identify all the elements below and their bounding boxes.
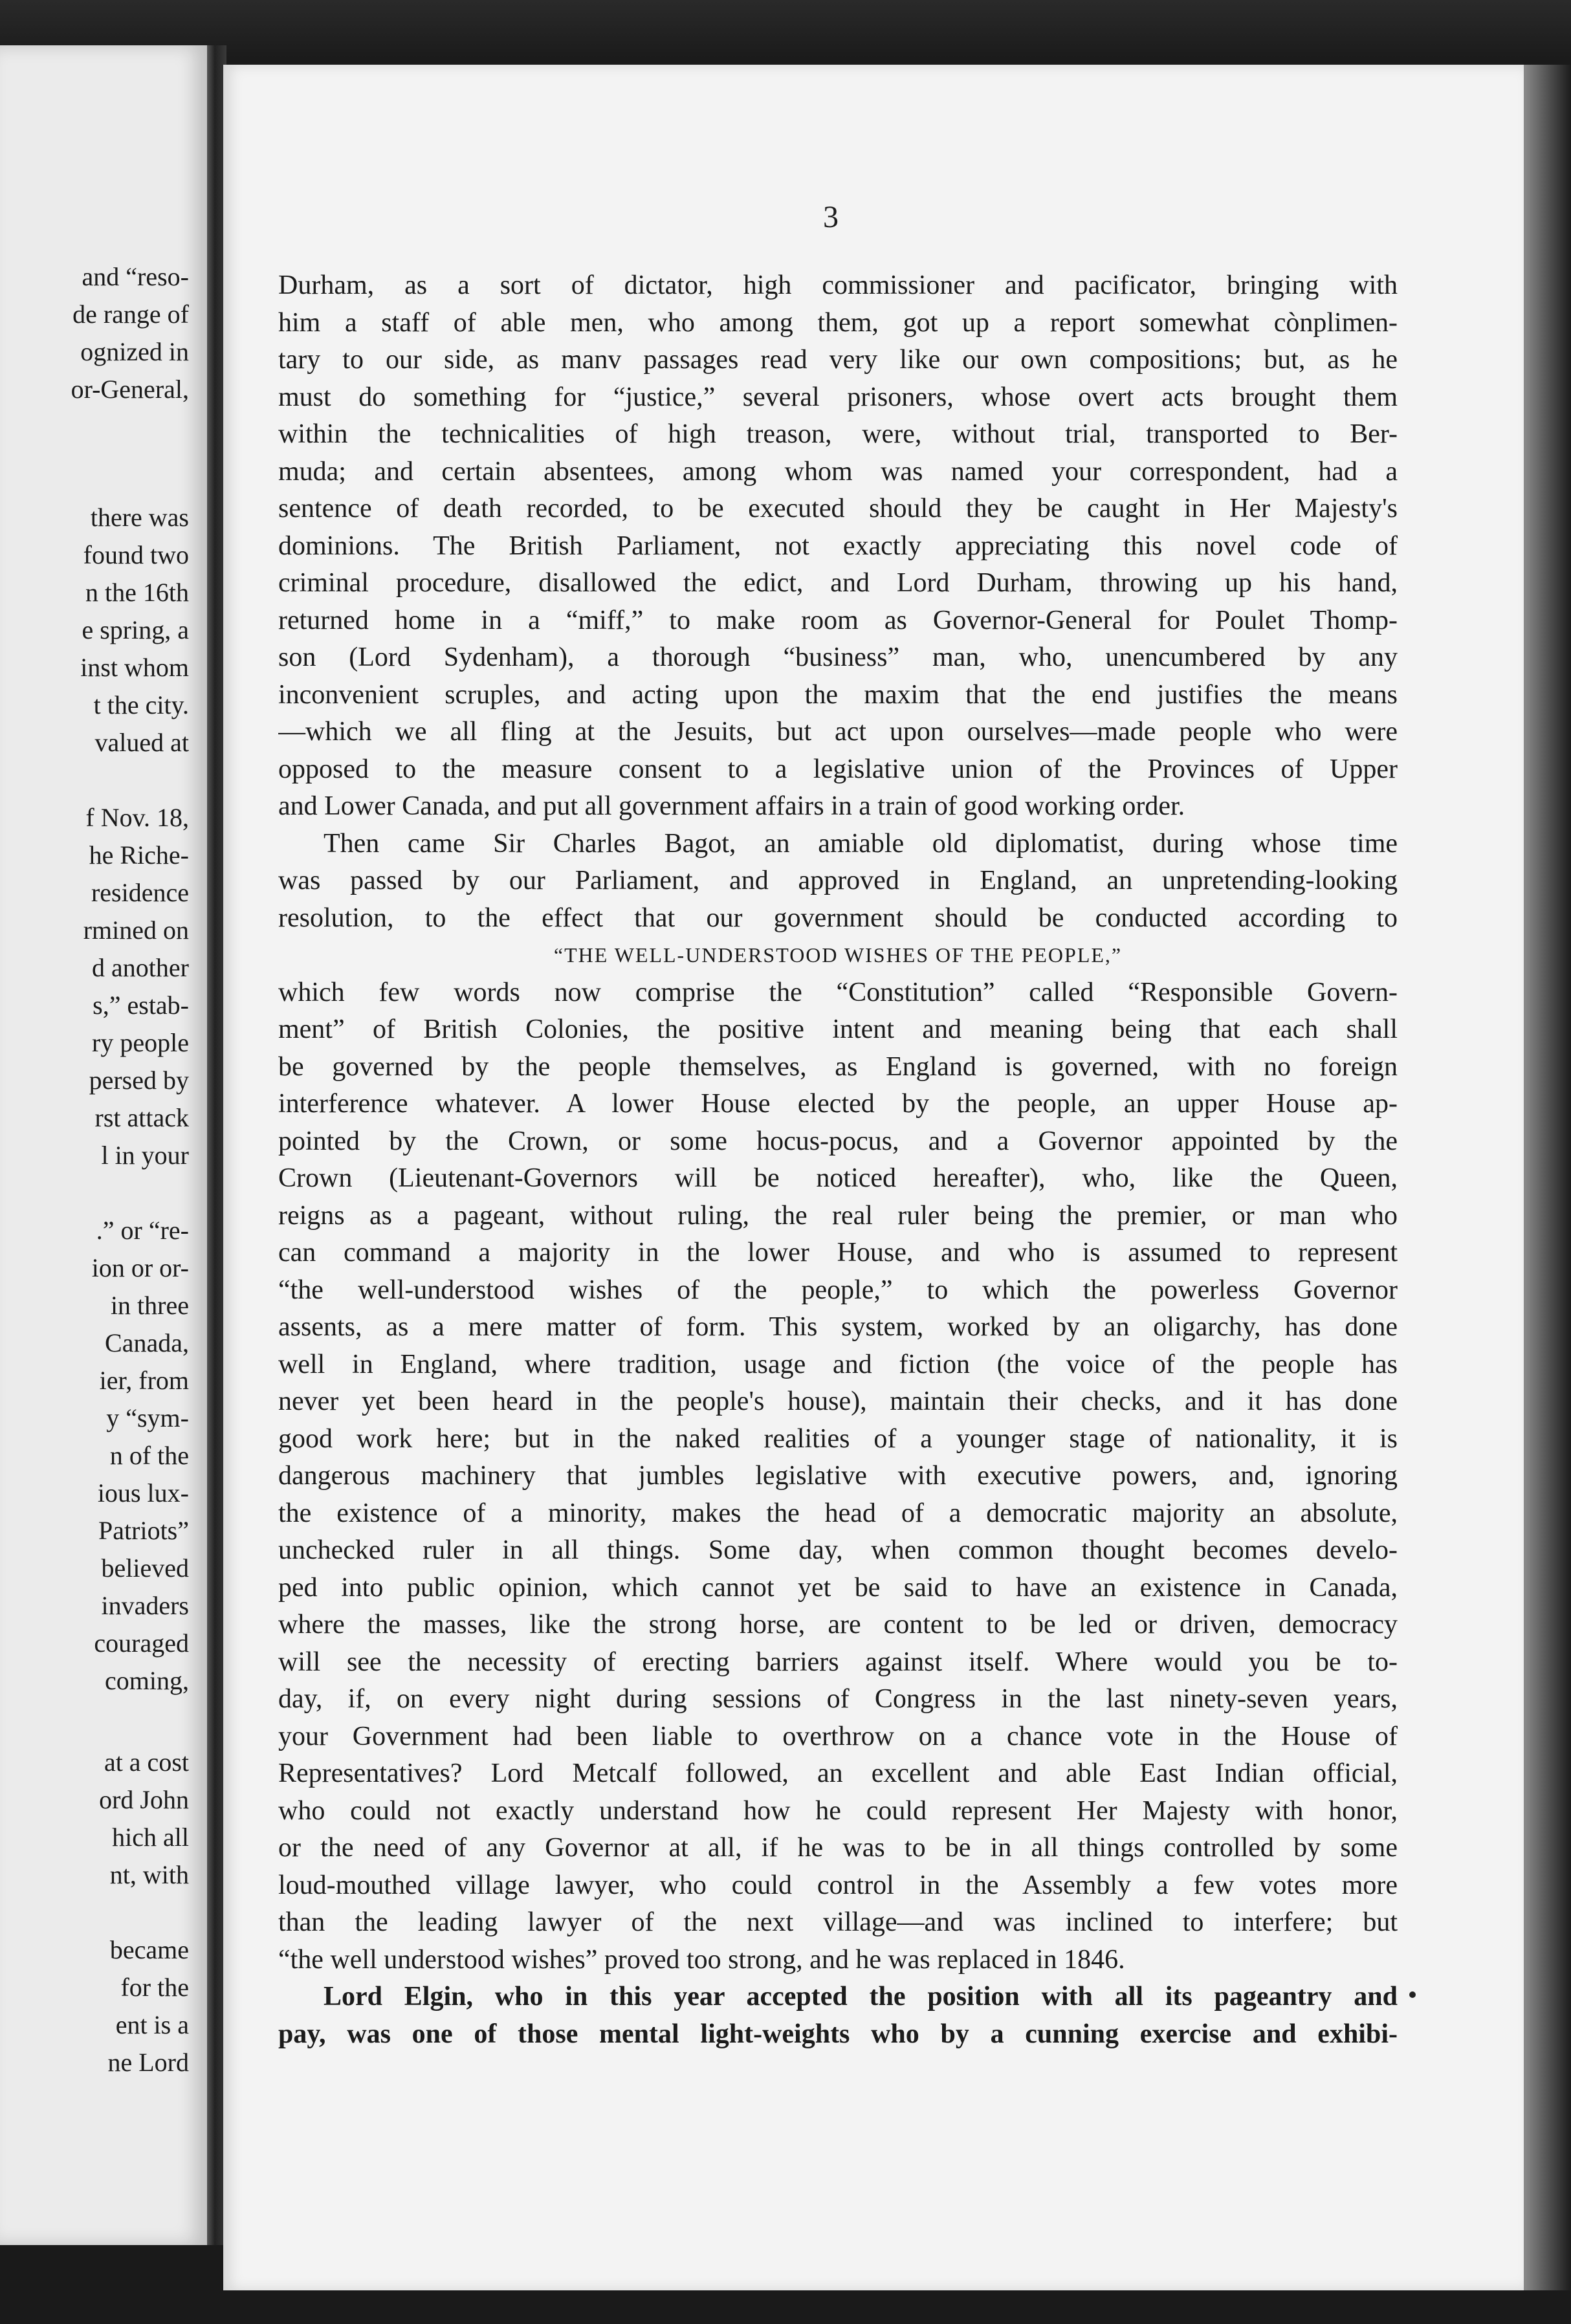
text-line: who could not exactly understand how he could represent Her Majesty with honor,: [278, 1795, 1398, 1826]
left-page-line: coming,: [105, 1666, 189, 1695]
text-line: sentence of death recorded, to be executed should they be caught in Her Majesty's: [278, 494, 1398, 523]
left-page-line: at a cost: [104, 1748, 189, 1777]
left-page-line: s,” estab-: [93, 991, 189, 1020]
left-page-line: ion or or-: [91, 1253, 189, 1282]
left-page-line: persed by: [89, 1066, 189, 1095]
paragraph-start-line: Then came Sir Charles Bagot, an amiable old diplomatist, during whose time: [324, 828, 1398, 859]
text-line: opposed to the measure consent to a legislative union of the Provinces of Upper: [278, 754, 1398, 784]
text-line: inconvenient scruples, and acting upon the maxim that the end justifies the means: [278, 679, 1398, 710]
margin-dot: [1409, 1991, 1416, 1998]
text-line: ment” of British Colonies, the positive intent and meaning being that each shall: [278, 1014, 1398, 1044]
text-line: your Government had been liable to overthrow on a chance vote in the House of: [278, 1721, 1398, 1751]
left-page-line: invaders: [101, 1591, 189, 1620]
text-line: Representatives? Lord Metcalf followed, an excellent and able East Indian official,: [278, 1759, 1398, 1788]
left-page-line: found two: [83, 540, 189, 569]
left-page-line: ious lux-: [97, 1478, 189, 1507]
text-line: muda; and certain absentees, among whom was named your correspondent, had a: [278, 456, 1398, 487]
text-line: pay, was one of those mental light-weights who by a cunning exercise and exhibi-: [278, 2019, 1398, 2049]
left-page-line: became: [109, 1935, 189, 1964]
text-line: resolution, to the effect that our government should be conducted according to: [278, 903, 1398, 933]
paragraph-end-line: and Lower Canada, and put all government affairs in a train of good working order.: [278, 791, 1185, 821]
text-line: criminal procedure, disallowed the edict, and Lord Durham, throwing up his hand,: [278, 568, 1398, 598]
left-page-line: n of the: [109, 1441, 189, 1470]
left-page-line: he Riche-: [89, 840, 189, 870]
section-heading: “THE WELL-UNDERSTOOD WISHES OF THE PEOPLE,”: [553, 943, 1123, 967]
text-line: must do something for “justice,” several prisoners, whose overt acts brought them: [278, 382, 1398, 412]
left-page-line: inst whom: [80, 653, 189, 682]
text-line: was passed by our Parliament, and approved in England, an unpretending-looking: [278, 866, 1398, 895]
left-page-line: Canada,: [105, 1328, 189, 1357]
page-body-text: [278, 267, 1398, 2053]
left-page-line: hich all: [112, 1823, 189, 1852]
text-line: be governed by the people themselves, as England is governed, with no foreign: [278, 1051, 1398, 1082]
left-page-line: rst attack: [94, 1103, 189, 1132]
text-line: never yet been heard in the people's house), maintain their checks, and it has done: [278, 1387, 1398, 1416]
text-line: son (Lord Sydenham), a thorough “business” man, who, unencumbered by any: [278, 642, 1398, 672]
text-line: tary to our side, as manv passages read very like our own compositions; but, as he: [278, 345, 1398, 375]
text-line: Crown (Lieutenant-Governors will be noticed hereafter), who, like the Queen,: [278, 1163, 1398, 1193]
text-line: —which we all fling at the Jesuits, but act upon ourselves—made people who were: [278, 717, 1398, 747]
text-line: where the masses, like the strong horse, are content to be led or driven, democracy: [278, 1610, 1398, 1639]
text-line: assents, as a mere matter of form. This system, worked by an oligarchy, has done: [278, 1312, 1398, 1342]
left-page-line: ier, from: [99, 1366, 189, 1395]
previous-page-strip: [0, 45, 207, 2245]
page-number: 3: [823, 200, 839, 234]
left-page-line: de range of: [72, 300, 189, 329]
left-page-line: ognized in: [80, 337, 189, 366]
text-line: unchecked ruler in all things. Some day, when common thought becomes develo-: [278, 1535, 1398, 1565]
text-line: “the well-understood wishes of the people,” to which the powerless Governor: [278, 1275, 1398, 1305]
text-line: within the technicalities of high treason, were, without trial, transported to Ber-: [278, 419, 1398, 449]
left-page-line: or-General,: [71, 375, 189, 404]
text-line: or the need of any Governor at all, if he was to be in all things controlled by some: [278, 1833, 1398, 1863]
text-line: than the leading lawyer of the next village—and was inclined to interfere; but: [278, 1907, 1398, 1937]
left-page-line: for the: [120, 1973, 189, 2002]
text-line: the existence of a minority, makes the head of a democratic majority an absolute,: [278, 1498, 1398, 1528]
left-page-line: ent is a: [115, 2010, 189, 2039]
left-page-line: and “reso-: [82, 262, 189, 291]
text-line: ped into public opinion, which cannot yet be said to have an existence in Canada,: [278, 1572, 1398, 1603]
left-page-line: Patriots”: [98, 1516, 189, 1545]
left-page-line: ne Lord: [107, 2048, 189, 2077]
text-line: well in England, where tradition, usage and fiction (the voice of the people has: [278, 1349, 1398, 1379]
left-page-line: nt, with: [109, 1860, 189, 1889]
left-page-line: n the 16th: [85, 578, 189, 607]
text-line: dominions. The British Parliament, not exactly appreciating this novel code of: [278, 531, 1398, 561]
left-page-line: residence: [91, 878, 189, 907]
left-page-line: e spring, a: [82, 615, 189, 644]
left-page-line: valued at: [94, 728, 189, 757]
text-line: which few words now comprise the “Constitution” called “Responsible Govern-: [278, 977, 1398, 1007]
left-page-line: y “sym-: [106, 1403, 189, 1432]
left-page-line: in three: [110, 1291, 189, 1320]
left-page-line: l in your: [101, 1141, 189, 1170]
left-page-line: there was: [90, 503, 189, 532]
text-line: can command a majority in the lower House, and who is assumed to represent: [278, 1238, 1398, 1267]
paragraph-end-line: “the well understood wishes” proved too strong, and he was replaced in 1846.: [278, 1944, 1125, 1975]
text-line: good work here; but in the naked realities of a younger stage of nationality, it is: [278, 1423, 1398, 1454]
left-page-line: couraged: [94, 1628, 189, 1658]
left-page-line: .” or “re-: [96, 1216, 189, 1245]
text-line: day, if, on every night during sessions of Congress in the last ninety-seven years,: [278, 1684, 1398, 1714]
text-line: him a staff of able men, who among them, got up a report somewhat cònplimen-: [278, 307, 1398, 338]
left-page-line: d another: [92, 953, 189, 982]
left-page-line: ord John: [99, 1785, 189, 1814]
page-edge-shadow: [1524, 65, 1571, 2290]
text-line: dangerous machinery that jumbles legislative with executive powers, and, ignoring: [278, 1461, 1398, 1491]
text-line: interference whatever. A lower House elected by the people, an upper House ap-: [278, 1089, 1398, 1119]
text-line: returned home in a “miff,” to make room as Governor-General for Poulet Thomp-: [278, 605, 1398, 635]
left-page-line: believed: [101, 1553, 189, 1583]
left-page-line: t the city.: [93, 690, 189, 719]
left-page-line: ry people: [92, 1028, 189, 1057]
paragraph-start-line: Lord Elgin, who in this year accepted the position with all its pageantry and: [324, 1982, 1398, 2012]
left-page-line: f Nov. 18,: [85, 803, 189, 832]
left-page-line: rmined on: [83, 915, 189, 945]
text-line: reigns as a pageant, without ruling, the real ruler being the premier, or man who: [278, 1200, 1398, 1231]
text-line: will see the necessity of erecting barriers against itself. Where would you be to-: [278, 1647, 1398, 1677]
text-line: Durham, as a sort of dictator, high commissioner and pacificator, bringing with: [278, 270, 1398, 300]
text-line: loud-mouthed village lawyer, who could control in the Assembly a few votes more: [278, 1870, 1398, 1900]
text-line: pointed by the Crown, or some hocus-pocus, and a Governor appointed by the: [278, 1126, 1398, 1156]
